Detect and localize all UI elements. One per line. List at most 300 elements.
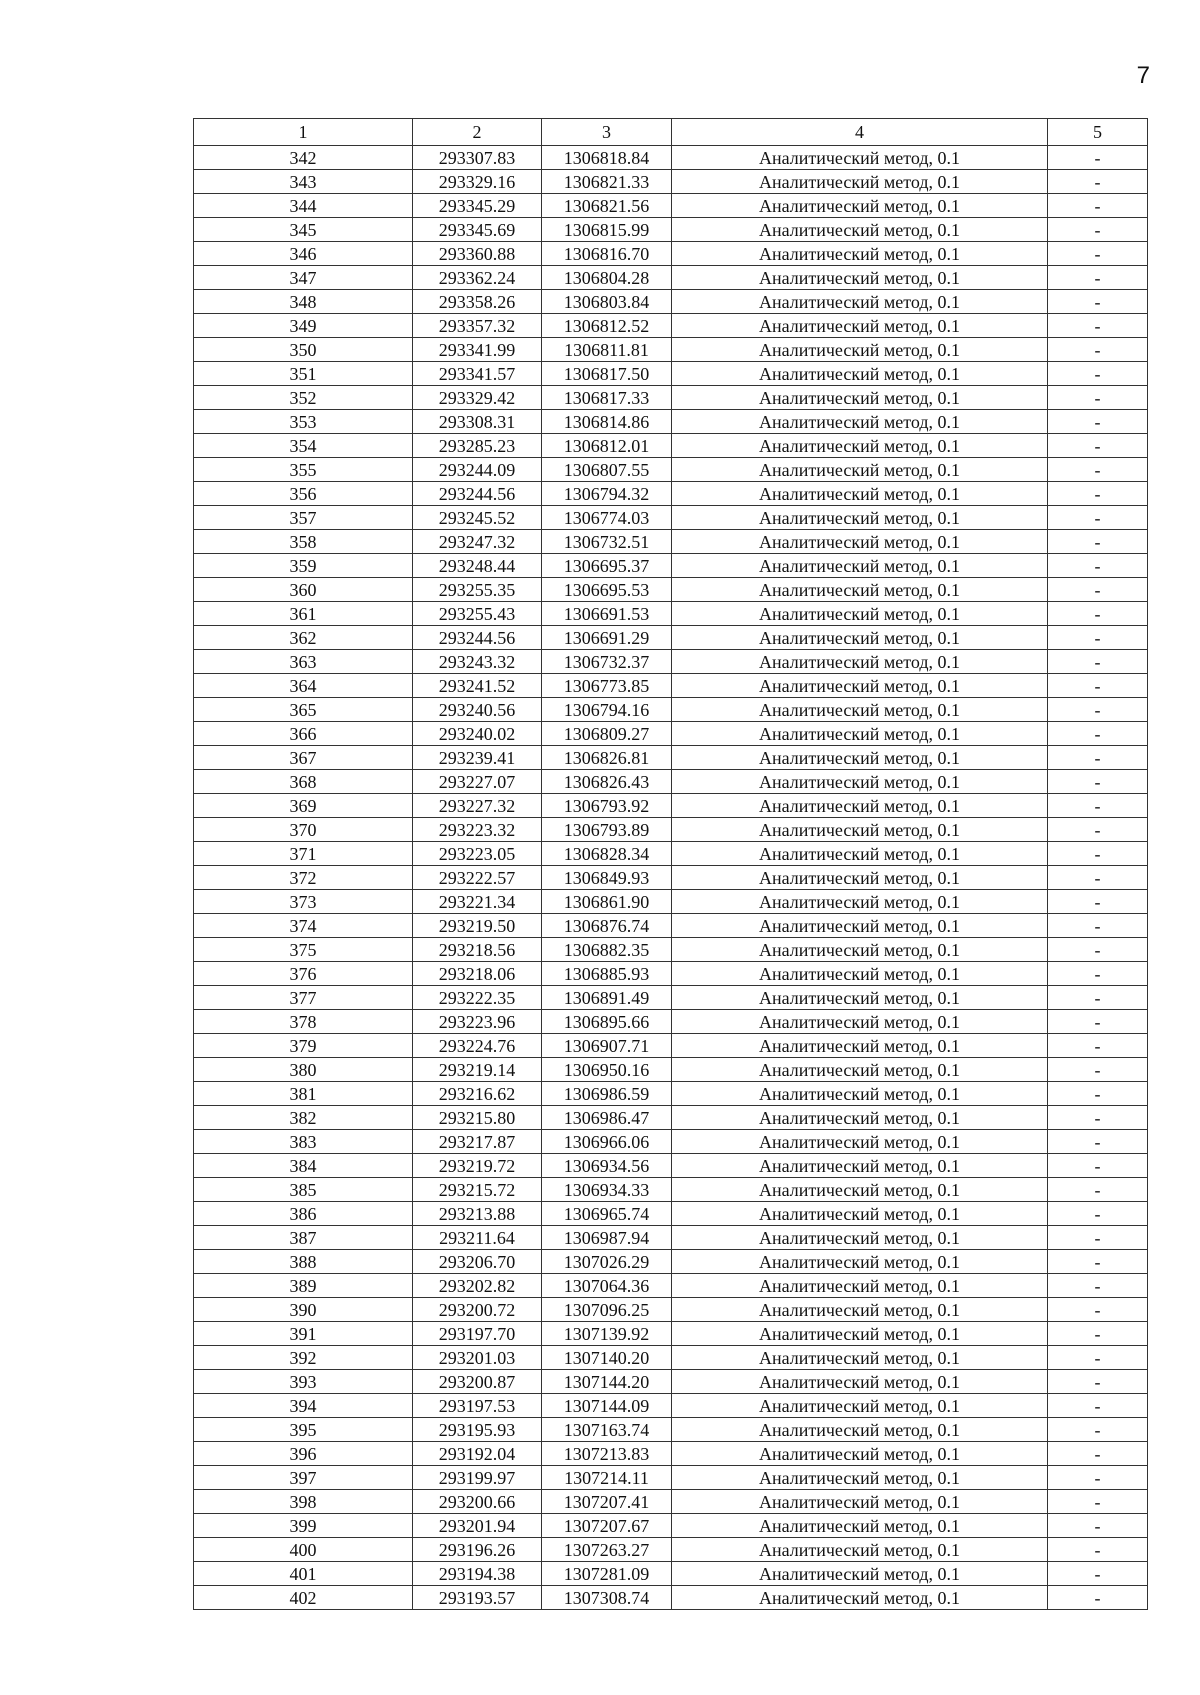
y-coordinate-cell: 1306895.66 — [542, 1010, 672, 1034]
table-row — [194, 794, 1148, 818]
y-coordinate-cell: 1307064.36 — [542, 1274, 672, 1298]
point-number-cell: 364 — [194, 674, 413, 698]
point-number-cell: 367 — [194, 746, 413, 770]
x-coordinate-cell: 293345.29 — [413, 194, 542, 218]
method-cell: Аналитический метод, 0.1 — [672, 818, 1048, 842]
table-row — [194, 962, 1148, 986]
point-number-cell: 370 — [194, 818, 413, 842]
note-cell: - — [1048, 506, 1148, 530]
method-cell: Аналитический метод, 0.1 — [672, 914, 1048, 938]
method-cell: Аналитический метод, 0.1 — [672, 962, 1048, 986]
x-coordinate-cell: 293217.87 — [413, 1130, 542, 1154]
note-cell: - — [1048, 1058, 1148, 1082]
method-cell: Аналитический метод, 0.1 — [672, 1418, 1048, 1442]
table-row — [194, 482, 1148, 506]
table-row — [194, 1010, 1148, 1034]
y-coordinate-cell: 1306986.59 — [542, 1082, 672, 1106]
x-coordinate-cell: 293329.16 — [413, 170, 542, 194]
x-coordinate-cell: 293247.32 — [413, 530, 542, 554]
table-row — [194, 290, 1148, 314]
point-number-cell: 353 — [194, 410, 413, 434]
x-coordinate-cell: 293362.24 — [413, 266, 542, 290]
point-number-cell: 361 — [194, 602, 413, 626]
method-cell: Аналитический метод, 0.1 — [672, 386, 1048, 410]
y-coordinate-cell: 1307214.11 — [542, 1466, 672, 1490]
note-cell: - — [1048, 1538, 1148, 1562]
point-number-cell: 378 — [194, 1010, 413, 1034]
table-row — [194, 1130, 1148, 1154]
table-row — [194, 1538, 1148, 1562]
y-coordinate-cell: 1306907.71 — [542, 1034, 672, 1058]
y-coordinate-cell: 1307026.29 — [542, 1250, 672, 1274]
y-coordinate-cell: 1306695.37 — [542, 554, 672, 578]
method-cell: Аналитический метод, 0.1 — [672, 1058, 1048, 1082]
table-row — [194, 1490, 1148, 1514]
point-number-cell: 366 — [194, 722, 413, 746]
point-number-cell: 359 — [194, 554, 413, 578]
point-number-cell: 391 — [194, 1322, 413, 1346]
y-coordinate-cell: 1306817.50 — [542, 362, 672, 386]
table-row — [194, 1562, 1148, 1586]
method-cell: Аналитический метод, 0.1 — [672, 1202, 1048, 1226]
y-coordinate-cell: 1306812.01 — [542, 434, 672, 458]
point-number-cell: 386 — [194, 1202, 413, 1226]
method-cell: Аналитический метод, 0.1 — [672, 938, 1048, 962]
note-cell: - — [1048, 1514, 1148, 1538]
table-row — [194, 650, 1148, 674]
y-coordinate-cell: 1306773.85 — [542, 674, 672, 698]
x-coordinate-cell: 293200.66 — [413, 1490, 542, 1514]
column-header-4: 4 — [672, 119, 1048, 146]
y-coordinate-cell: 1307144.20 — [542, 1370, 672, 1394]
x-coordinate-cell: 293195.93 — [413, 1418, 542, 1442]
x-coordinate-cell: 293255.43 — [413, 602, 542, 626]
x-coordinate-cell: 293244.56 — [413, 626, 542, 650]
x-coordinate-cell: 293285.23 — [413, 434, 542, 458]
method-cell: Аналитический метод, 0.1 — [672, 866, 1048, 890]
method-cell: Аналитический метод, 0.1 — [672, 1010, 1048, 1034]
method-cell: Аналитический метод, 0.1 — [672, 170, 1048, 194]
y-coordinate-cell: 1306950.16 — [542, 1058, 672, 1082]
method-cell: Аналитический метод, 0.1 — [672, 1394, 1048, 1418]
x-coordinate-cell: 293211.64 — [413, 1226, 542, 1250]
point-number-cell: 399 — [194, 1514, 413, 1538]
y-coordinate-cell: 1307163.74 — [542, 1418, 672, 1442]
x-coordinate-cell: 293219.14 — [413, 1058, 542, 1082]
method-cell: Аналитический метод, 0.1 — [672, 842, 1048, 866]
table-row — [194, 1226, 1148, 1250]
table-row — [194, 1418, 1148, 1442]
method-cell: Аналитический метод, 0.1 — [672, 1466, 1048, 1490]
point-number-cell: 346 — [194, 242, 413, 266]
table-row — [194, 1298, 1148, 1322]
note-cell: - — [1048, 986, 1148, 1010]
table-row — [194, 986, 1148, 1010]
method-cell: Аналитический метод, 0.1 — [672, 722, 1048, 746]
point-number-cell: 385 — [194, 1178, 413, 1202]
table-row — [194, 338, 1148, 362]
method-cell: Аналитический метод, 0.1 — [672, 1154, 1048, 1178]
y-coordinate-cell: 1306793.92 — [542, 794, 672, 818]
point-number-cell: 345 — [194, 218, 413, 242]
point-number-cell: 383 — [194, 1130, 413, 1154]
x-coordinate-cell: 293345.69 — [413, 218, 542, 242]
note-cell: - — [1048, 1418, 1148, 1442]
y-coordinate-cell: 1306818.84 — [542, 146, 672, 170]
method-cell: Аналитический метод, 0.1 — [672, 674, 1048, 698]
y-coordinate-cell: 1306695.53 — [542, 578, 672, 602]
method-cell: Аналитический метод, 0.1 — [672, 1586, 1048, 1610]
method-cell: Аналитический метод, 0.1 — [672, 1514, 1048, 1538]
y-coordinate-cell: 1306965.74 — [542, 1202, 672, 1226]
x-coordinate-cell: 293213.88 — [413, 1202, 542, 1226]
point-number-cell: 360 — [194, 578, 413, 602]
method-cell: Аналитический метод, 0.1 — [672, 602, 1048, 626]
y-coordinate-cell: 1307207.41 — [542, 1490, 672, 1514]
x-coordinate-cell: 293227.07 — [413, 770, 542, 794]
point-number-cell: 369 — [194, 794, 413, 818]
y-coordinate-cell: 1307144.09 — [542, 1394, 672, 1418]
x-coordinate-cell: 293239.41 — [413, 746, 542, 770]
y-coordinate-cell: 1306821.33 — [542, 170, 672, 194]
x-coordinate-cell: 293193.57 — [413, 1586, 542, 1610]
method-cell: Аналитический метод, 0.1 — [672, 1106, 1048, 1130]
x-coordinate-cell: 293255.35 — [413, 578, 542, 602]
point-number-cell: 397 — [194, 1466, 413, 1490]
method-cell: Аналитический метод, 0.1 — [672, 1346, 1048, 1370]
method-cell: Аналитический метод, 0.1 — [672, 1226, 1048, 1250]
table-row — [194, 1370, 1148, 1394]
point-number-cell: 388 — [194, 1250, 413, 1274]
table-row — [194, 674, 1148, 698]
note-cell: - — [1048, 434, 1148, 458]
y-coordinate-cell: 1306966.06 — [542, 1130, 672, 1154]
table-row — [194, 698, 1148, 722]
x-coordinate-cell: 293223.96 — [413, 1010, 542, 1034]
method-cell: Аналитический метод, 0.1 — [672, 554, 1048, 578]
method-cell: Аналитический метод, 0.1 — [672, 1442, 1048, 1466]
method-cell: Аналитический метод, 0.1 — [672, 650, 1048, 674]
method-cell: Аналитический метод, 0.1 — [672, 194, 1048, 218]
x-coordinate-cell: 293358.26 — [413, 290, 542, 314]
table-row — [194, 386, 1148, 410]
y-coordinate-cell: 1306816.70 — [542, 242, 672, 266]
point-number-cell: 387 — [194, 1226, 413, 1250]
y-coordinate-cell: 1306826.43 — [542, 770, 672, 794]
note-cell: - — [1048, 1178, 1148, 1202]
y-coordinate-cell: 1306804.28 — [542, 266, 672, 290]
x-coordinate-cell: 293248.44 — [413, 554, 542, 578]
point-number-cell: 402 — [194, 1586, 413, 1610]
method-cell: Аналитический метод, 0.1 — [672, 1130, 1048, 1154]
point-number-cell: 377 — [194, 986, 413, 1010]
x-coordinate-cell: 293244.09 — [413, 458, 542, 482]
table-row — [194, 1322, 1148, 1346]
point-number-cell: 365 — [194, 698, 413, 722]
note-cell: - — [1048, 338, 1148, 362]
table-row — [194, 1034, 1148, 1058]
point-number-cell: 373 — [194, 890, 413, 914]
table-row — [194, 266, 1148, 290]
method-cell: Аналитический метод, 0.1 — [672, 218, 1048, 242]
note-cell: - — [1048, 146, 1148, 170]
table-row — [194, 578, 1148, 602]
table-row — [194, 1250, 1148, 1274]
x-coordinate-cell: 293245.52 — [413, 506, 542, 530]
note-cell: - — [1048, 1490, 1148, 1514]
note-cell: - — [1048, 554, 1148, 578]
x-coordinate-cell: 293241.52 — [413, 674, 542, 698]
x-coordinate-cell: 293357.32 — [413, 314, 542, 338]
x-coordinate-cell: 293341.99 — [413, 338, 542, 362]
y-coordinate-cell: 1306815.99 — [542, 218, 672, 242]
point-number-cell: 347 — [194, 266, 413, 290]
y-coordinate-cell: 1307140.20 — [542, 1346, 672, 1370]
point-number-cell: 351 — [194, 362, 413, 386]
table-row — [194, 602, 1148, 626]
table-row — [194, 1274, 1148, 1298]
note-cell: - — [1048, 1082, 1148, 1106]
method-cell: Аналитический метод, 0.1 — [672, 1250, 1048, 1274]
x-coordinate-cell: 293216.62 — [413, 1082, 542, 1106]
table-row — [194, 722, 1148, 746]
x-coordinate-cell: 293223.05 — [413, 842, 542, 866]
method-cell: Аналитический метод, 0.1 — [672, 362, 1048, 386]
method-cell: Аналитический метод, 0.1 — [672, 458, 1048, 482]
y-coordinate-cell: 1306774.03 — [542, 506, 672, 530]
note-cell: - — [1048, 1586, 1148, 1610]
x-coordinate-cell: 293219.50 — [413, 914, 542, 938]
x-coordinate-cell: 293215.80 — [413, 1106, 542, 1130]
table-row — [194, 1514, 1148, 1538]
method-cell: Аналитический метод, 0.1 — [672, 698, 1048, 722]
point-number-cell: 348 — [194, 290, 413, 314]
table-row — [194, 1106, 1148, 1130]
y-coordinate-cell: 1306934.33 — [542, 1178, 672, 1202]
y-coordinate-cell: 1306987.94 — [542, 1226, 672, 1250]
x-coordinate-cell: 293240.56 — [413, 698, 542, 722]
point-number-cell: 380 — [194, 1058, 413, 1082]
point-number-cell: 396 — [194, 1442, 413, 1466]
note-cell: - — [1048, 1322, 1148, 1346]
x-coordinate-cell: 293218.06 — [413, 962, 542, 986]
y-coordinate-cell: 1307213.83 — [542, 1442, 672, 1466]
method-cell: Аналитический метод, 0.1 — [672, 242, 1048, 266]
note-cell: - — [1048, 1442, 1148, 1466]
note-cell: - — [1048, 530, 1148, 554]
x-coordinate-cell: 293227.32 — [413, 794, 542, 818]
y-coordinate-cell: 1306814.86 — [542, 410, 672, 434]
point-number-cell: 384 — [194, 1154, 413, 1178]
x-coordinate-cell: 293341.57 — [413, 362, 542, 386]
x-coordinate-cell: 293206.70 — [413, 1250, 542, 1274]
method-cell: Аналитический метод, 0.1 — [672, 578, 1048, 602]
point-number-cell: 374 — [194, 914, 413, 938]
note-cell: - — [1048, 818, 1148, 842]
method-cell: Аналитический метод, 0.1 — [672, 434, 1048, 458]
y-coordinate-cell: 1306849.93 — [542, 866, 672, 890]
method-cell: Аналитический метод, 0.1 — [672, 794, 1048, 818]
note-cell: - — [1048, 842, 1148, 866]
point-number-cell: 398 — [194, 1490, 413, 1514]
table-row — [194, 914, 1148, 938]
y-coordinate-cell: 1307281.09 — [542, 1562, 672, 1586]
x-coordinate-cell: 293329.42 — [413, 386, 542, 410]
method-cell: Аналитический метод, 0.1 — [672, 770, 1048, 794]
table-row — [194, 554, 1148, 578]
column-header-2: 2 — [413, 119, 542, 146]
method-cell: Аналитический метод, 0.1 — [672, 1298, 1048, 1322]
method-cell: Аналитический метод, 0.1 — [672, 530, 1048, 554]
note-cell: - — [1048, 962, 1148, 986]
y-coordinate-cell: 1306793.89 — [542, 818, 672, 842]
column-header-5: 5 — [1048, 119, 1148, 146]
method-cell: Аналитический метод, 0.1 — [672, 1034, 1048, 1058]
note-cell: - — [1048, 386, 1148, 410]
note-cell: - — [1048, 1130, 1148, 1154]
x-coordinate-cell: 293222.35 — [413, 986, 542, 1010]
note-cell: - — [1048, 1346, 1148, 1370]
method-cell: Аналитический метод, 0.1 — [672, 482, 1048, 506]
point-number-cell: 381 — [194, 1082, 413, 1106]
point-number-cell: 389 — [194, 1274, 413, 1298]
column-header-1: 1 — [194, 119, 413, 146]
table-row — [194, 1442, 1148, 1466]
table-row — [194, 770, 1148, 794]
table-row — [194, 146, 1148, 170]
point-number-cell: 358 — [194, 530, 413, 554]
table-row — [194, 362, 1148, 386]
note-cell: - — [1048, 890, 1148, 914]
table-row — [194, 506, 1148, 530]
table-row — [194, 530, 1148, 554]
y-coordinate-cell: 1306882.35 — [542, 938, 672, 962]
note-cell: - — [1048, 1010, 1148, 1034]
y-coordinate-cell: 1306826.81 — [542, 746, 672, 770]
method-cell: Аналитический метод, 0.1 — [672, 1538, 1048, 1562]
point-number-cell: 401 — [194, 1562, 413, 1586]
y-coordinate-cell: 1306811.81 — [542, 338, 672, 362]
point-number-cell: 400 — [194, 1538, 413, 1562]
point-number-cell: 357 — [194, 506, 413, 530]
point-number-cell: 349 — [194, 314, 413, 338]
column-header-3: 3 — [542, 119, 672, 146]
note-cell: - — [1048, 1106, 1148, 1130]
y-coordinate-cell: 1307139.92 — [542, 1322, 672, 1346]
method-cell: Аналитический метод, 0.1 — [672, 626, 1048, 650]
table-row — [194, 1394, 1148, 1418]
note-cell: - — [1048, 1394, 1148, 1418]
y-coordinate-cell: 1306691.53 — [542, 602, 672, 626]
point-number-cell: 350 — [194, 338, 413, 362]
point-number-cell: 342 — [194, 146, 413, 170]
note-cell: - — [1048, 482, 1148, 506]
point-number-cell: 395 — [194, 1418, 413, 1442]
table-row — [194, 1586, 1148, 1610]
method-cell: Аналитический метод, 0.1 — [672, 410, 1048, 434]
x-coordinate-cell: 293243.32 — [413, 650, 542, 674]
x-coordinate-cell: 293200.72 — [413, 1298, 542, 1322]
note-cell: - — [1048, 578, 1148, 602]
table-row — [194, 314, 1148, 338]
y-coordinate-cell: 1306876.74 — [542, 914, 672, 938]
note-cell: - — [1048, 650, 1148, 674]
y-coordinate-cell: 1307308.74 — [542, 1586, 672, 1610]
point-number-cell: 382 — [194, 1106, 413, 1130]
y-coordinate-cell: 1306794.16 — [542, 698, 672, 722]
note-cell: - — [1048, 290, 1148, 314]
x-coordinate-cell: 293192.04 — [413, 1442, 542, 1466]
x-coordinate-cell: 293360.88 — [413, 242, 542, 266]
table-row — [194, 746, 1148, 770]
point-number-cell: 376 — [194, 962, 413, 986]
table-row — [194, 1154, 1148, 1178]
y-coordinate-cell: 1306861.90 — [542, 890, 672, 914]
note-cell: - — [1048, 1250, 1148, 1274]
note-cell: - — [1048, 1274, 1148, 1298]
x-coordinate-cell: 293222.57 — [413, 866, 542, 890]
point-number-cell: 363 — [194, 650, 413, 674]
x-coordinate-cell: 293218.56 — [413, 938, 542, 962]
point-number-cell: 355 — [194, 458, 413, 482]
y-coordinate-cell: 1307096.25 — [542, 1298, 672, 1322]
table-row — [194, 1346, 1148, 1370]
y-coordinate-cell: 1306828.34 — [542, 842, 672, 866]
note-cell: - — [1048, 866, 1148, 890]
note-cell: - — [1048, 770, 1148, 794]
method-cell: Аналитический метод, 0.1 — [672, 1322, 1048, 1346]
note-cell: - — [1048, 170, 1148, 194]
y-coordinate-cell: 1306809.27 — [542, 722, 672, 746]
method-cell: Аналитический метод, 0.1 — [672, 506, 1048, 530]
table-body — [194, 146, 1148, 1610]
method-cell: Аналитический метод, 0.1 — [672, 1178, 1048, 1202]
note-cell: - — [1048, 458, 1148, 482]
table-row — [194, 1058, 1148, 1082]
y-coordinate-cell: 1306885.93 — [542, 962, 672, 986]
x-coordinate-cell: 293199.97 — [413, 1466, 542, 1490]
note-cell: - — [1048, 626, 1148, 650]
x-coordinate-cell: 293307.83 — [413, 146, 542, 170]
x-coordinate-cell: 293224.76 — [413, 1034, 542, 1058]
point-number-cell: 375 — [194, 938, 413, 962]
x-coordinate-cell: 293197.70 — [413, 1322, 542, 1346]
table-row — [194, 890, 1148, 914]
y-coordinate-cell: 1306807.55 — [542, 458, 672, 482]
method-cell: Аналитический метод, 0.1 — [672, 338, 1048, 362]
x-coordinate-cell: 293201.03 — [413, 1346, 542, 1370]
method-cell: Аналитический метод, 0.1 — [672, 986, 1048, 1010]
x-coordinate-cell: 293223.32 — [413, 818, 542, 842]
method-cell: Аналитический метод, 0.1 — [672, 1082, 1048, 1106]
y-coordinate-cell: 1306732.37 — [542, 650, 672, 674]
note-cell: - — [1048, 242, 1148, 266]
table-header-row — [194, 119, 1148, 146]
y-coordinate-cell: 1306691.29 — [542, 626, 672, 650]
method-cell: Аналитический метод, 0.1 — [672, 890, 1048, 914]
x-coordinate-cell: 293244.56 — [413, 482, 542, 506]
note-cell: - — [1048, 674, 1148, 698]
table-row — [194, 410, 1148, 434]
note-cell: - — [1048, 362, 1148, 386]
x-coordinate-cell: 293196.26 — [413, 1538, 542, 1562]
note-cell: - — [1048, 410, 1148, 434]
y-coordinate-cell: 1306817.33 — [542, 386, 672, 410]
y-coordinate-cell: 1307207.67 — [542, 1514, 672, 1538]
point-number-cell: 354 — [194, 434, 413, 458]
point-number-cell: 379 — [194, 1034, 413, 1058]
method-cell: Аналитический метод, 0.1 — [672, 290, 1048, 314]
